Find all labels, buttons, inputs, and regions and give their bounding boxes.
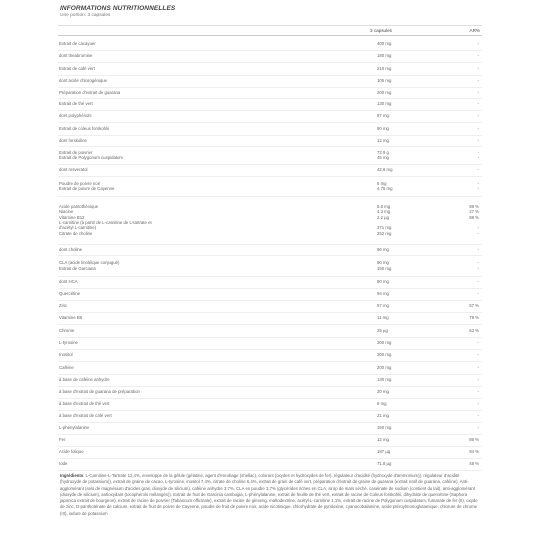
cell-name: L-tyrosine <box>59 340 78 346</box>
cell-qty: 94 mg <box>377 291 389 297</box>
cell-ar: - <box>477 167 479 173</box>
cell-ar: 27 % <box>469 209 479 215</box>
cell-qty: 400 mg <box>377 41 392 47</box>
cell-qty: 150 mg <box>377 265 392 271</box>
cell-ar: 94 % <box>469 449 479 455</box>
cell-ar: - <box>477 401 479 407</box>
cell-qty: 90 mg <box>377 279 389 285</box>
cell-name: dont acide chlorogénique <box>59 78 108 84</box>
cell-ar: - <box>477 279 479 285</box>
cell-ar: - <box>477 377 479 383</box>
cell-ar: - <box>477 101 479 107</box>
cell-ar: - <box>477 246 479 252</box>
table-row <box>58 146 482 165</box>
cell-qty: 300 mg <box>377 352 392 358</box>
cell-name: Vitamine B12 <box>59 214 85 220</box>
cell-ar: - <box>477 291 479 297</box>
cell-ar: - <box>477 413 479 419</box>
cell-name: Acide folique <box>59 449 84 455</box>
cell-qty: 180 mg <box>377 53 392 59</box>
cell-name: Extrait de Polygonum cuspidatum <box>59 155 124 160</box>
serving-subtitle: Une portion: 3 capsules <box>60 13 111 18</box>
cell-ar: - <box>477 53 479 59</box>
cell-name: dont forskoline <box>59 137 87 143</box>
ingredients-label: Ingrédients <box>60 473 84 478</box>
cell-ar: 63 % <box>469 327 479 333</box>
cell-qty: 210 mg <box>377 65 392 71</box>
cell-qty: 252 mg <box>377 230 392 236</box>
cell-qty: 20 mg <box>377 389 389 395</box>
cell-ar: - <box>477 265 479 271</box>
cell-ar: - <box>477 340 479 346</box>
cell-qty: 57 mg <box>377 303 389 309</box>
cell-name: Extrait de poivrier <box>59 149 93 155</box>
cell-name: Poudre de poivre noir <box>59 180 101 186</box>
cell-qty: 200 mg <box>377 89 392 95</box>
cell-name: dont polyphénols <box>59 113 92 119</box>
cell-name: Caféine <box>59 364 74 370</box>
header-ar-percent: AR% <box>469 28 480 33</box>
cell-qty: 90 mg <box>377 125 389 131</box>
cell-name: dont HCA <box>59 279 78 285</box>
cell-name: L-carnitine (à partir de L-carnitine de L-tartrate et <box>59 220 152 225</box>
table-row <box>58 458 482 471</box>
cell-qty: 12 mg <box>377 437 389 443</box>
cell-name: Extrait de Garciana <box>59 265 96 271</box>
table-row <box>58 196 482 245</box>
cell-ar: - <box>477 155 479 160</box>
cell-name: Acide pantothénique <box>59 204 99 210</box>
cell-ar: 57 % <box>469 303 479 309</box>
cell-ar: - <box>477 425 479 431</box>
cell-ar: - <box>477 180 479 186</box>
cell-name: d'acétyl L-carnitine) <box>59 225 97 231</box>
cell-name: Extrait de coleus forskohlii <box>59 125 109 131</box>
cell-ar: - <box>477 65 479 71</box>
cell-qty: 150 mg <box>377 425 392 431</box>
cell-qty: 2.2 µg <box>377 214 390 220</box>
table-row <box>58 361 482 375</box>
cell-name: Préparation d'extrait de guarana <box>59 89 121 95</box>
cell-qty: 200 mg <box>377 364 392 370</box>
cell-qty: 4.3 mg <box>377 209 391 215</box>
cell-name: à base de caféine anhydre <box>59 377 110 383</box>
cell-ar: - <box>477 364 479 370</box>
cell-ar: - <box>477 230 479 236</box>
table-row <box>58 255 482 277</box>
cell-name: à base d'extrait de thé vert <box>59 401 110 407</box>
cell-name: dont resveratol <box>59 167 88 173</box>
cell-qty: 71.8 µg <box>377 461 392 467</box>
cell-ar: - <box>477 225 479 231</box>
cell-ar: - <box>477 125 479 131</box>
cell-qty: 130 mg <box>377 377 392 383</box>
cell-name: dont theabromine <box>59 53 93 59</box>
cell-qty: 45 mg <box>377 155 389 160</box>
cell-name: à base d'extrait de café vert <box>59 413 112 419</box>
cell-name: L-phénylalanine <box>59 425 90 431</box>
cell-name: à base d'extrait de guarana de préparation <box>59 389 140 395</box>
cell-qty: 300 mg <box>377 340 392 346</box>
cell-qty: 4.75 mg <box>377 186 393 191</box>
cell-qty: 96 mg <box>377 246 389 252</box>
cell-name: Quercétine <box>59 291 81 297</box>
cell-ar: 79 % <box>469 315 479 321</box>
cell-ar: - <box>477 137 479 143</box>
cell-qty: 42.8 mg <box>377 167 393 173</box>
cell-ar: 88 % <box>469 214 479 220</box>
page-title: INFORMATIONS NUTRITIONNELLES <box>60 5 176 12</box>
cell-name: Extrait de cacayoer <box>59 41 96 47</box>
cell-ar: - <box>477 260 479 266</box>
cell-qty: 105 mg <box>377 78 392 84</box>
cell-ar: - <box>477 149 479 155</box>
cell-ar: - <box>477 113 479 119</box>
cell-ar: - <box>477 186 479 191</box>
cell-qty: 5.5 mg <box>377 204 391 210</box>
cell-name: dont choline <box>59 246 83 252</box>
cell-name: Extrait de poivre de Cayenne <box>59 186 115 191</box>
cell-qty: 371 mg <box>377 225 392 231</box>
cell-name: Inositol <box>59 352 73 358</box>
cell-qty: 25 µg <box>377 327 388 333</box>
cell-qty: 72.9 g <box>377 149 389 155</box>
cell-ar: - <box>477 389 479 395</box>
cell-qty: 11 mg <box>377 315 389 321</box>
cell-qty: 130 mg <box>377 101 392 107</box>
table-row <box>58 176 482 197</box>
header-quantity: 3 capsules <box>370 28 392 33</box>
cell-name: Extrait de café vert <box>59 65 95 71</box>
cell-ar: - <box>477 352 479 358</box>
table-row <box>58 62 482 76</box>
cell-ar: 88 % <box>469 204 479 210</box>
table-header <box>58 25 482 36</box>
cell-ar: 48 % <box>469 461 479 467</box>
cell-name: Vitamine B6 <box>59 315 83 321</box>
ingredients-list: : L-Carnitine-L-Tartrate 12,4%, enveloppe de la gélule (gélatine, agent d'enrobage (shellac), colorant (oxydes et hydroxydes de fer), régulateur d'acidité (hydroxyde d'ammonium)), régulateur d'acidité (hydroxyde de potassium)), extrait de graine de cacao, L-tyrosine, inositol 7,4%, citrate de choline 6,4%, extrait de grain de café vert, préparation d'extrait de graine de guarana (extrait natif de guarana, caféine), Anti-agglomérant (sels de magnésium d'acides gras, dioxyde de silicium), caféine anhydre 3,7%, CLA en poudre 3,7% (glycérides riches en CLA, sirop de maïs séché, caséinate de sodium (contient du lait), anti-agglomérant (dioxyde de silicium), antioxydant (tocophérols mélangés)), Extrait de fruit de Garcinia cambogia, L-phénylalanine, extrait de feuille de thé vert, extrait de racine de Coleus forskohlii, dihydrate de quercétine (Saphora japonica extrait de bourgeon), extrait de racine de poivrier (Tabascum officinale), extrait de racine de ginseng, maltodextrine, acétyl-L-carnitine 1,1%, extrait de racine de Polygonum cuspidatum, fumarate de fer (II), oxyde de zinc, D-panthoténate de calcium, extrait de fruit de poivre de Cayenne, poudre de fruit de poivre noir, acide nicotinique, chlorhydrate de pyridoxine, cyanocobalamine, acide ptéroylmonoglutamique, chlorure de chrome (III), iodure de potassium <box>60 473 478 516</box>
cell-name: Niacine <box>59 209 74 215</box>
cell-ar: - <box>477 78 479 84</box>
cell-ar: - <box>477 89 479 95</box>
cell-name: CLA (acide linoléique conjugué) <box>59 260 120 266</box>
ingredients-text <box>60 473 480 517</box>
cell-ar: 86 % <box>469 437 479 443</box>
cell-qty: 9 mg <box>377 401 387 407</box>
cell-ar: - <box>477 41 479 47</box>
table-row <box>58 324 482 338</box>
cell-qty: 187 µg <box>377 449 391 455</box>
cell-qty: 90 mg <box>377 260 389 266</box>
cell-qty: 12 mg <box>377 137 389 143</box>
cell-name: Extrait de thé vert <box>59 101 93 107</box>
cell-qty: 97 mg <box>377 113 389 119</box>
cell-qty: 5 mg <box>377 180 387 186</box>
cell-name: Citrate de choline <box>59 230 93 236</box>
table-row <box>58 122 482 136</box>
cell-name: Zinc <box>59 303 68 309</box>
cell-name: Fer <box>59 437 66 443</box>
cell-name: Chrome <box>59 327 75 333</box>
cell-name: Iode <box>59 461 68 467</box>
cell-qty: 21 mg <box>377 413 389 419</box>
